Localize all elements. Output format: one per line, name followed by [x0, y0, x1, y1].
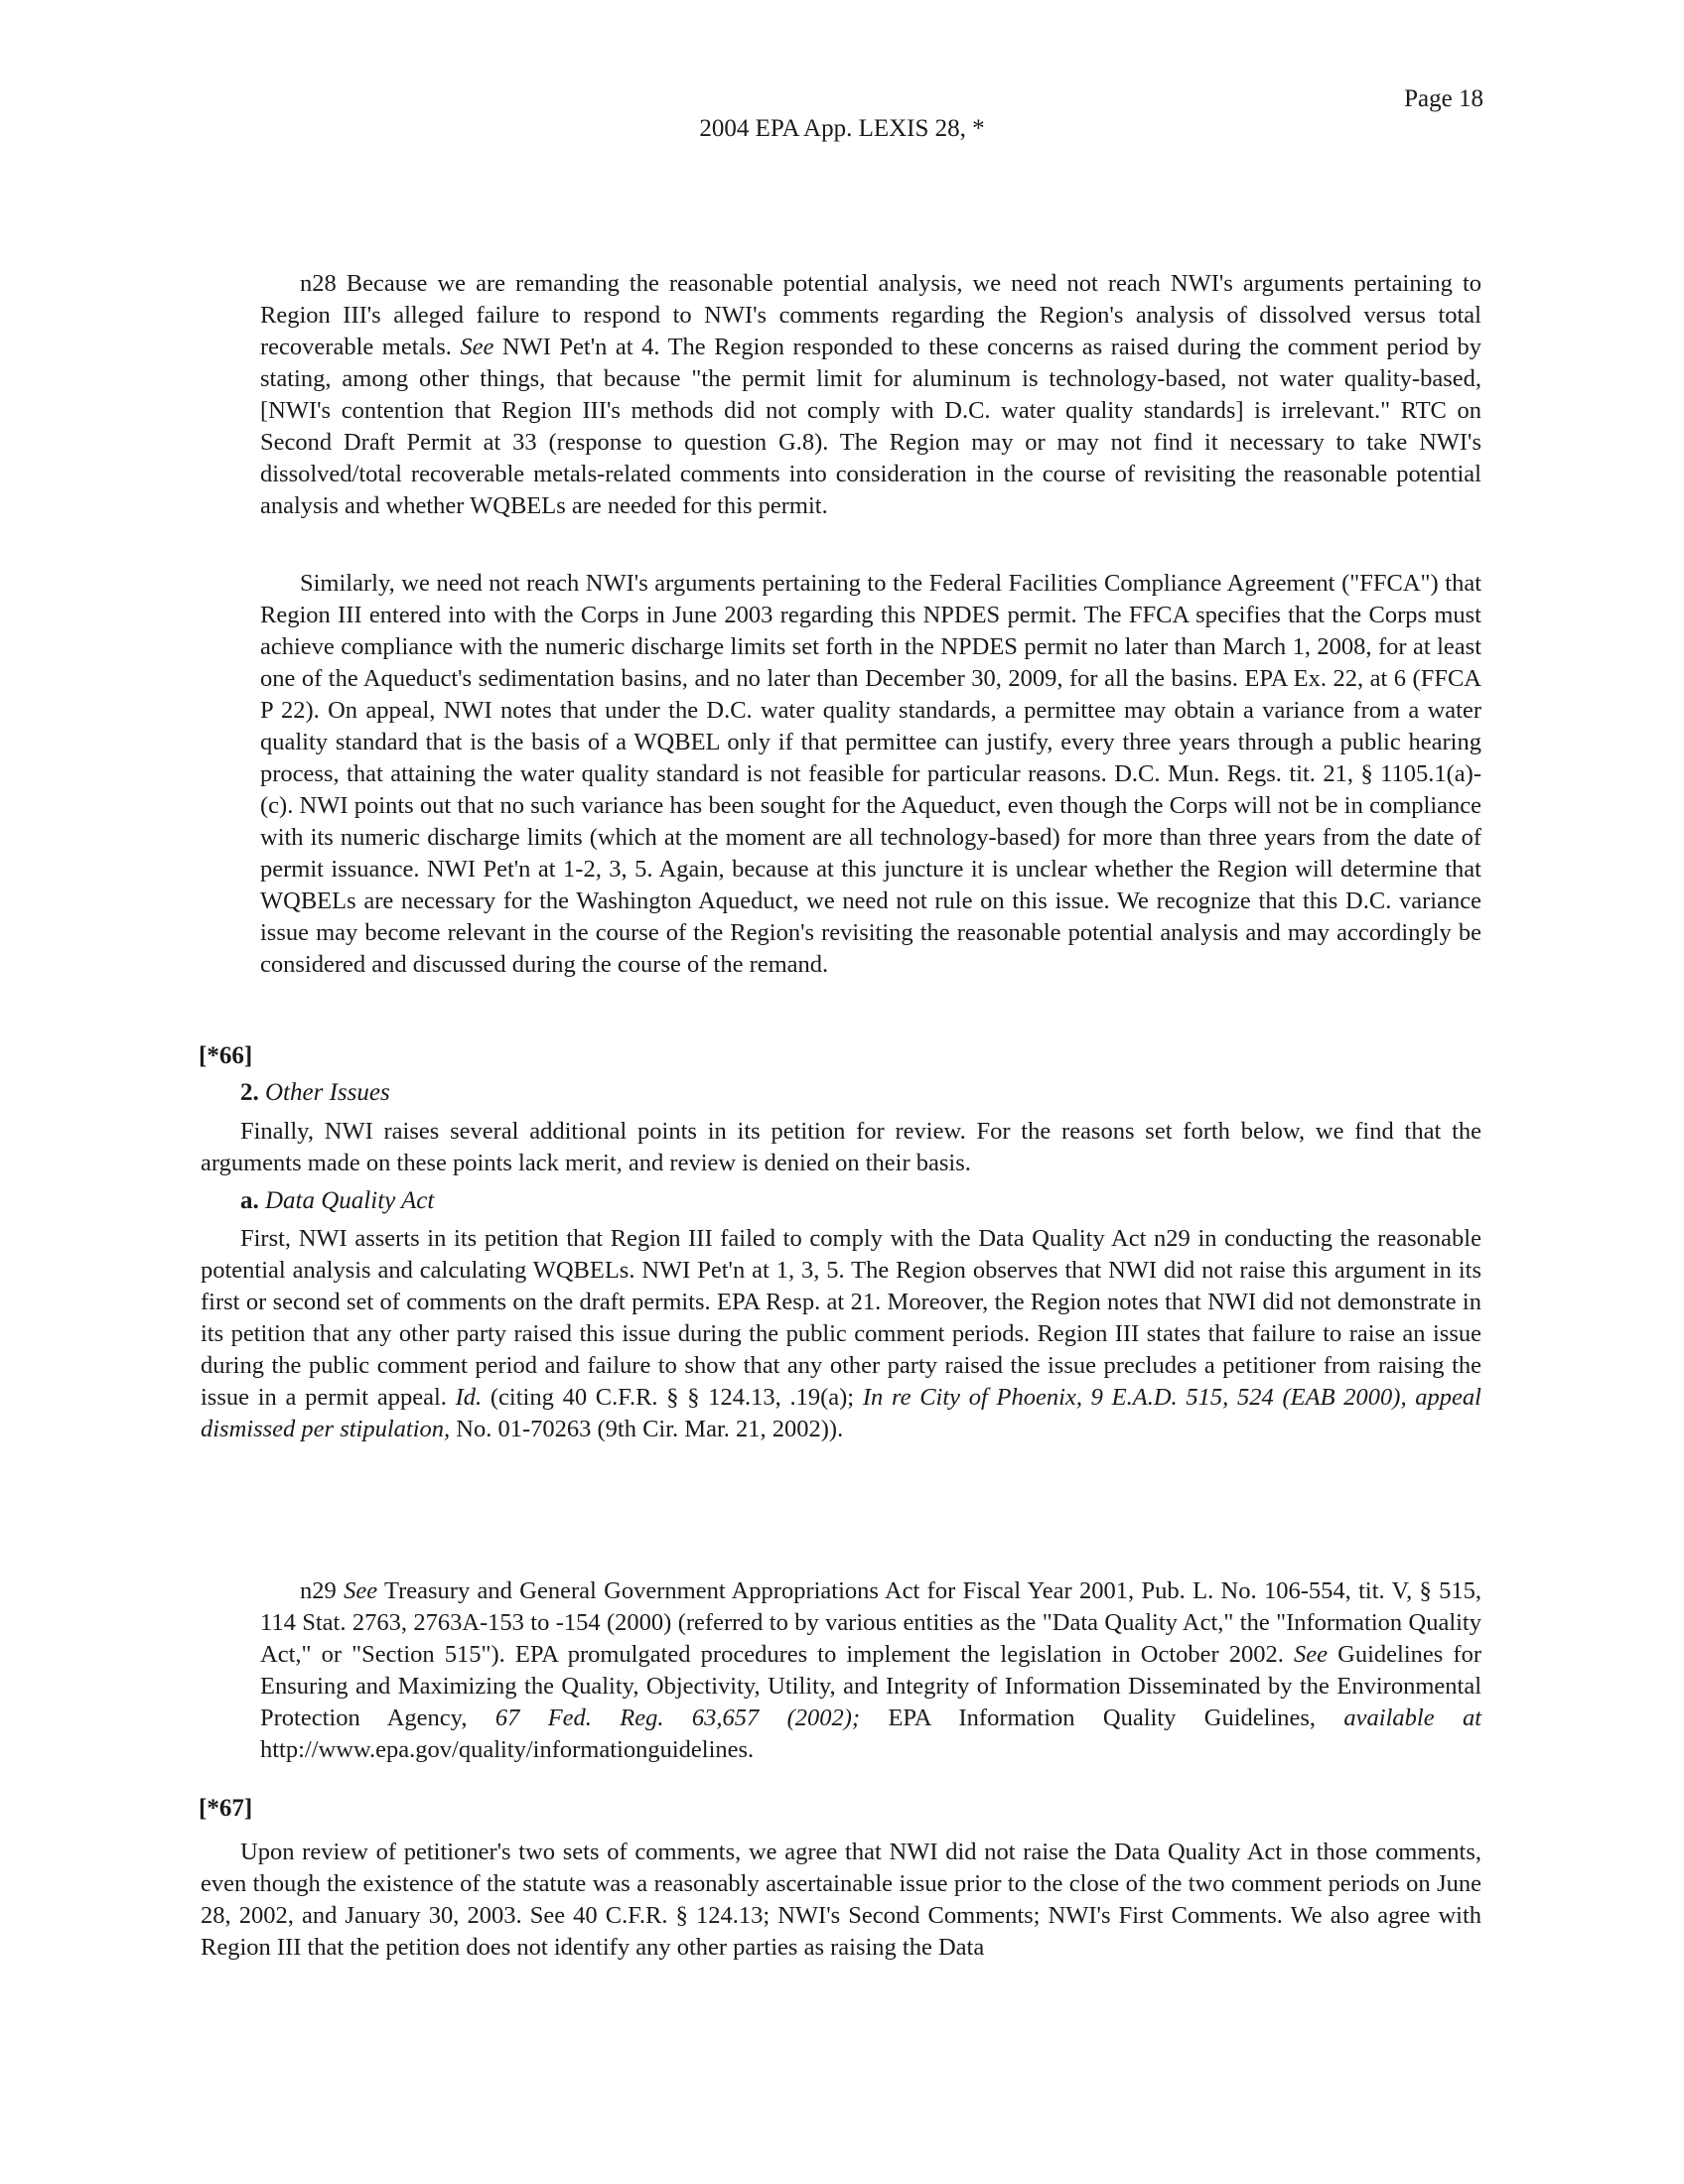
footnote-n28-paragraph-1 — [260, 268, 1481, 522]
page-number: Page 18 — [1404, 85, 1483, 112]
paragraph-text: (citing 40 C.F.R. § § 124.13, .19(a); — [482, 1384, 863, 1411]
subsection-letter: a. — [240, 1187, 259, 1214]
section-heading-other-issues — [240, 1079, 390, 1107]
signal-see: See — [1294, 1641, 1329, 1668]
footnote-n29-text: EPA Information Quality Guidelines, — [860, 1705, 1344, 1731]
available-at-signal: available at — [1343, 1705, 1482, 1731]
paragraph-upon-review: Upon review of petitioner's two sets of comments, we agree that NWI did not raise the Data Quality Act in those comments, even though the existence of the statute was a reasonably ascertainable issue prior to the close of the two comment periods on June 28, 2002, and January 30, 2003. See 40 C.F.R. § 124.13; NWI's Second Comments; NWI's First Comments. We also agree with Region III that the petition does not identify any other parties as raising the Data — [201, 1839, 1481, 1961]
paragraph-first-nwi-asserts — [201, 1223, 1481, 1445]
subsection-title: Data Quality Act — [265, 1187, 435, 1214]
case-citation: In re City of Phoenix, 9 E.A.D. 515, 524 (EAB 2000), appeal dismissed per stipulation, — [201, 1384, 1481, 1442]
footnote-n28-text: n28 Because we are remanding the reasonable potential analysis, we need not reach NWI's arguments pertaining to Region III's alleged failure to respond to NWI's comments regarding the Region's analysis of dissolved versus total recoverable metals. — [260, 270, 1481, 360]
federal-register-citation: 67 Fed. Reg. 63,657 (2002); — [494, 1705, 861, 1731]
footnote-n29-label: n29 — [300, 1577, 345, 1604]
footnote-n28-text: NWI Pet'n at 4. The Region responded to these concerns as raised during the comment period by stating, among other things, that because "the permit limit for aluminum is technology-based, not water quality-based, [NWI's contention that Region III's methods did not comply with D.C. water quality standards] is irrelevant." RTC on Second Draft Permit at 33 (response to question G.8). The Region may or may not find it necessary to take NWI's dissolved/total recoverable metals-related comments into consideration in the course of revisiting the reasonable potential analysis and whether WQBELs are needed for this permit. — [260, 334, 1482, 519]
section-number: 2. — [240, 1079, 259, 1106]
footnote-n29-url: http://www.epa.gov/quality/informationguidelines. — [260, 1736, 755, 1763]
footnote-n29-text: Guidelines for Ensuring and Maximizing the Quality, Objectivity, Utility, and Integrity of Information Disseminated by the Environmental Protection Agency, — [260, 1641, 1481, 1731]
footnote-n29 — [260, 1575, 1481, 1766]
paragraph-text: First, NWI asserts in its petition that Region III failed to comply with the Data Quality Act n29 in conducting the reasonable potential analysis and calculating WQBELs. NWI Pet'n at 1, 3, 5. The Region observes that NWI did not raise this argument in its first or second set of comments on the draft permits. EPA Resp. at 21. Moreover, the Region notes that NWI did not demonstrate in its petition that any other party raised this issue during the public comment periods. Region III states that failure to raise an issue during the public comment period and failure to show that any other party raised the issue precludes a petitioner from raising the issue in a permit appeal. — [201, 1225, 1481, 1411]
star-page-marker-67: [*67] — [199, 1795, 253, 1822]
star-page-marker-66: [*66] — [199, 1042, 253, 1069]
citation-id: Id. — [455, 1384, 483, 1411]
signal-see: See — [344, 1577, 378, 1604]
footnote-n29-text: Treasury and General Government Appropriations Act for Fiscal Year 2001, Pub. L. No. 106-554, tit. V, § 515, 114 Stat. 2763, 2763A-153 to -154 (2000) (referred to by various entities as the "Data Quality Act," the "Information Quality Act," or "Section 515"). EPA promulgated procedures to implement the legislation in October 2002. — [260, 1577, 1482, 1668]
running-head-citation: 2004 EPA App. LEXIS 28, * — [699, 115, 985, 142]
footnote-n28-paragraph-2: Similarly, we need not reach NWI's arguments pertaining to the Federal Facilities Compliance Agreement ("FFCA") that Region III entered into with the Corps in June 2003 regarding this NPDES permit. The FFCA specifies that the Corps must achieve compliance with the numeric discharge limits set forth in the NPDES permit no later than March 1, 2008, for at least one of the Aqueduct's sedimentation basins, and no later than December 30, 2009, for all the basins. EPA Ex. 22, at 6 (FFCA P 22). On appeal, NWI notes that under the D.C. water quality standards, a permittee may obtain a variance from a water quality standard that is the basis of a WQBEL only if that permittee can justify, every three years through a public hearing process, that attaining the water quality standard is not feasible for particular reasons. D.C. Mun. Regs. tit. 21, § 1105.1(a)-(c). NWI points out that no such variance has been sought for the Aqueduct, even though the Corps will not be in compliance with its numeric discharge limits (which at the moment are all technology-based) for more than three years from the date of permit issuance. NWI Pet'n at 1-2, 3, 5. Again, because at this juncture it is unclear whether the Region will determine that WQBELs are necessary for the Washington Aqueduct, we need not rule on this issue. We recognize that this D.C. variance issue may become relevant in the course of the Region's revisiting the reasonable potential analysis and may accordingly be considered and discussed during the course of the remand. — [260, 570, 1481, 978]
paragraph-finally: Finally, NWI raises several additional points in its petition for review. For the reasons set forth below, we find that the arguments made on these points lack merit, and review is denied on their basis. — [201, 1118, 1481, 1176]
paragraph-text: No. 01-70263 (9th Cir. Mar. 21, 2002)). — [450, 1416, 844, 1442]
subsection-heading-data-quality-act — [240, 1187, 434, 1215]
section-title: Other Issues — [265, 1079, 390, 1106]
signal-see: See — [460, 334, 494, 360]
